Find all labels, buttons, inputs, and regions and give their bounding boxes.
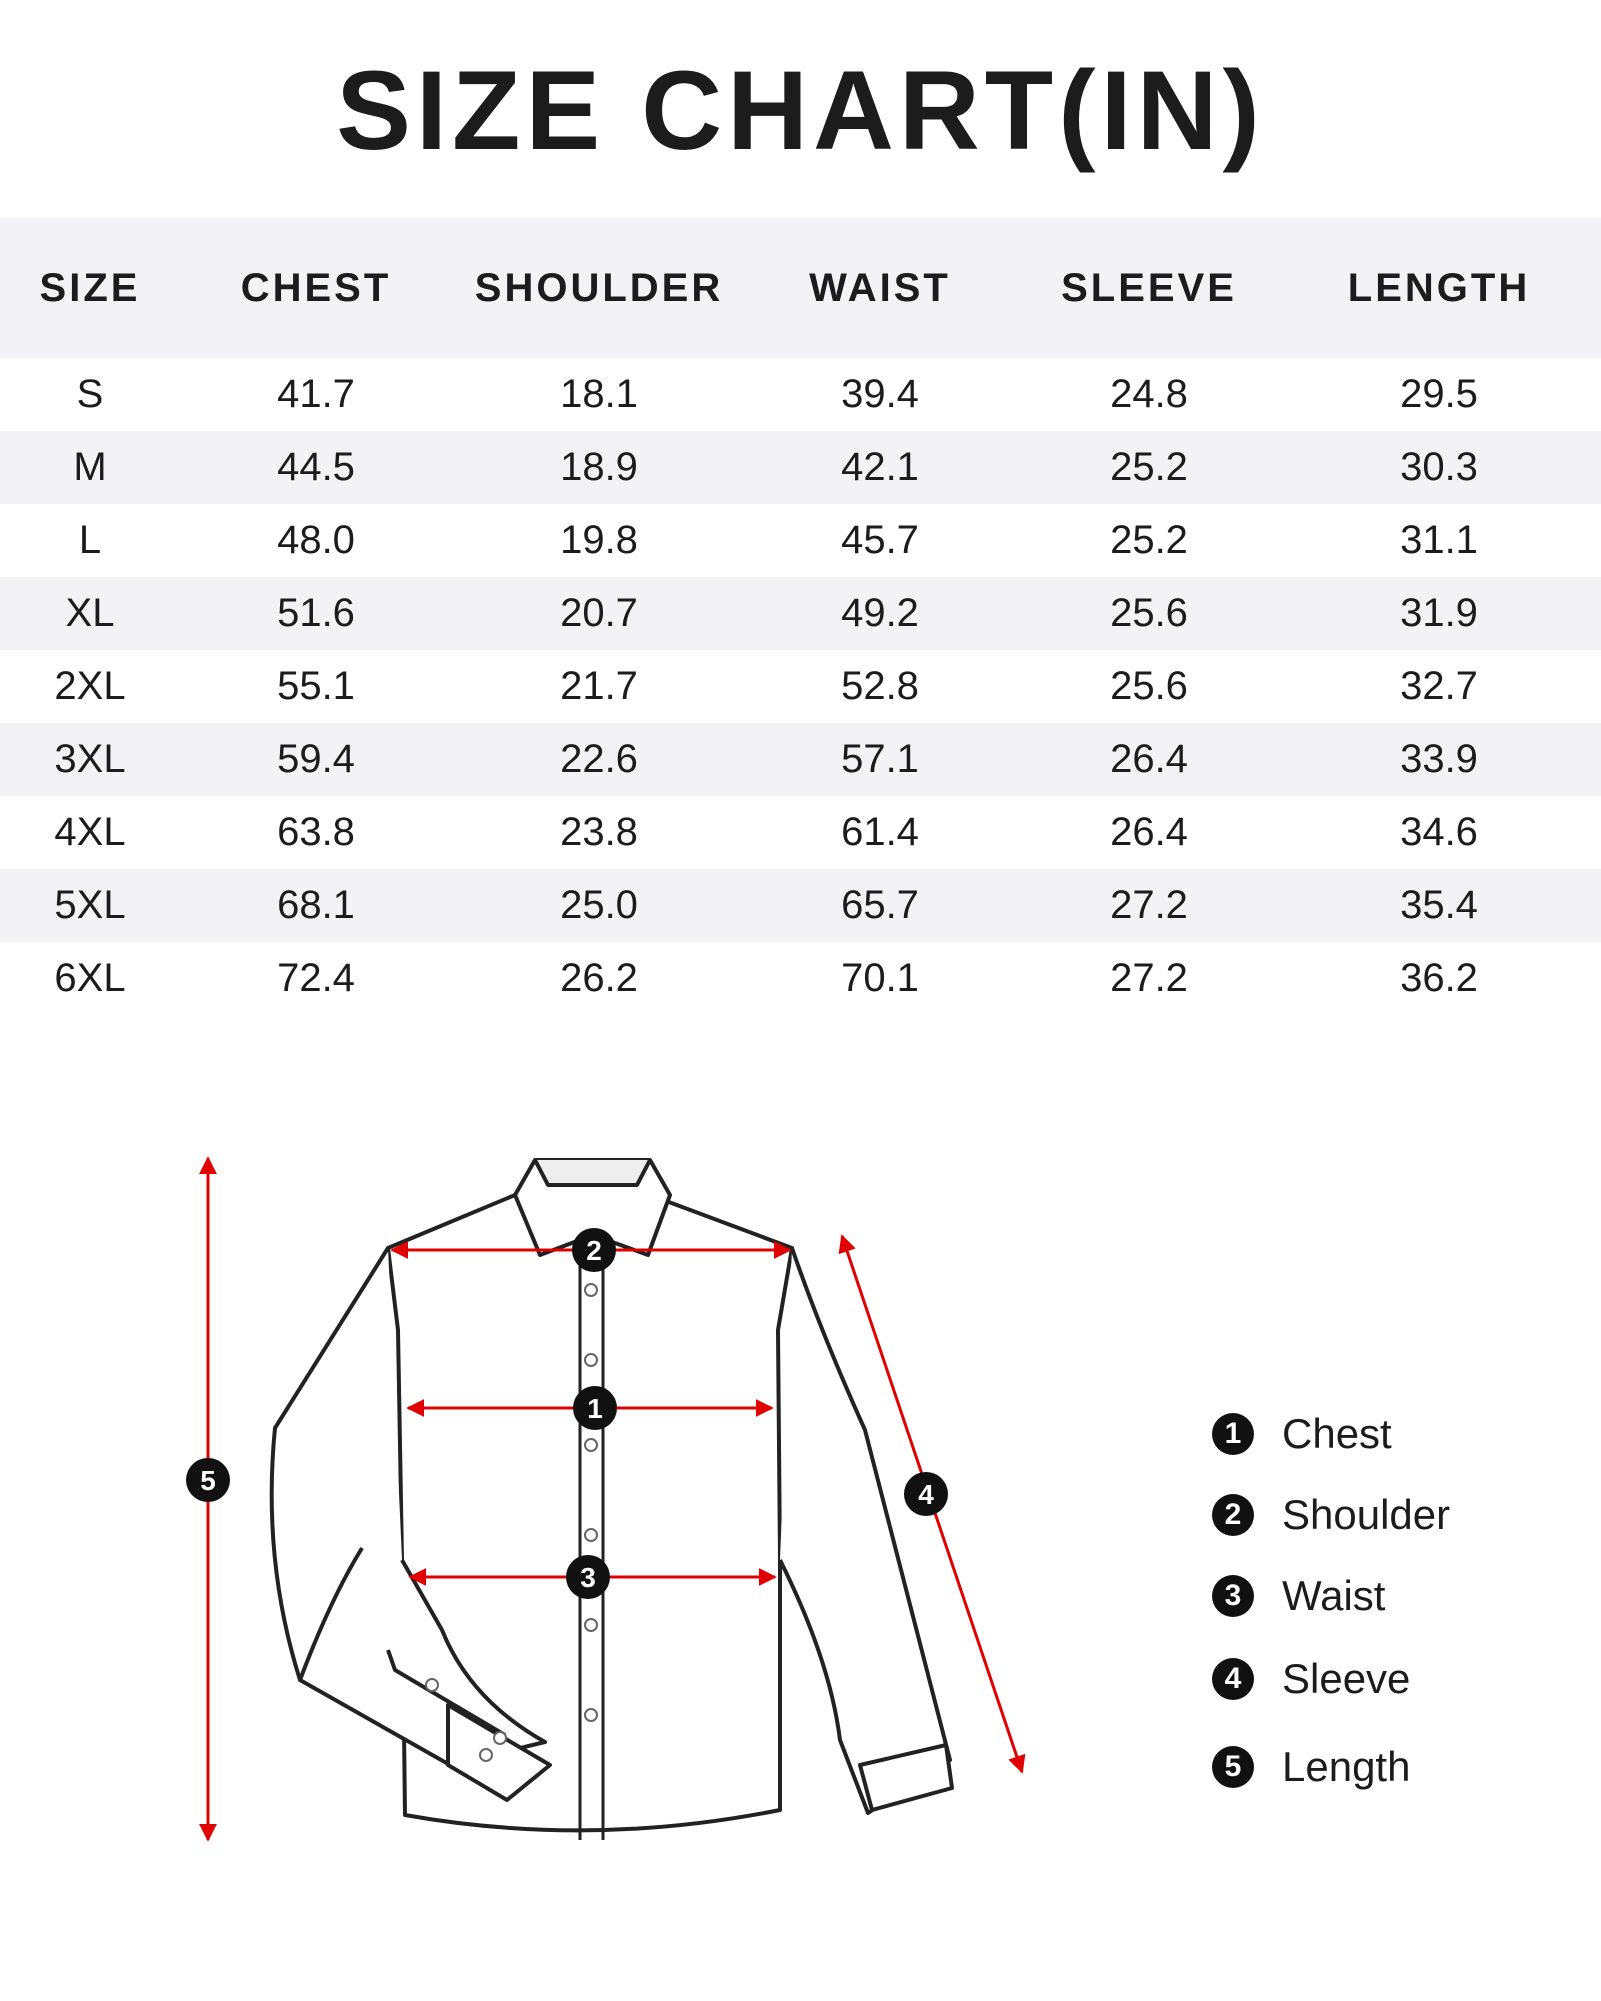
cell-size: 4XL (54, 810, 126, 854)
table-row (0, 577, 1601, 650)
cell-length: 32.7 (1400, 664, 1478, 708)
cell-length: 29.5 (1400, 372, 1478, 416)
cell-sleeve: 25.6 (1110, 664, 1188, 708)
cell-waist: 65.7 (841, 883, 919, 927)
svg-text:2: 2 (586, 1235, 602, 1266)
cell-waist: 42.1 (841, 445, 919, 489)
size-table (0, 218, 1601, 1015)
header-length: LENGTH (1347, 265, 1531, 310)
cell-length: 34.6 (1400, 810, 1478, 854)
cell-length: 31.9 (1400, 591, 1478, 635)
legend-number: 3 (1212, 1575, 1254, 1617)
cell-sleeve: 25.2 (1110, 518, 1188, 562)
table-row (0, 796, 1601, 869)
cell-length: 31.1 (1400, 518, 1478, 562)
legend-number: 5 (1212, 1746, 1254, 1788)
cell-shoulder: 20.7 (560, 591, 638, 635)
cell-waist: 49.2 (841, 591, 919, 635)
cell-waist: 57.1 (841, 737, 919, 781)
header-waist: WAIST (809, 265, 951, 310)
cell-sleeve: 26.4 (1110, 737, 1188, 781)
marker-1 (573, 1386, 617, 1430)
cell-chest: 68.1 (277, 883, 355, 927)
svg-text:3: 3 (580, 1562, 596, 1593)
legend-item-waist (1212, 1572, 1385, 1620)
cell-chest: 63.8 (277, 810, 355, 854)
cell-sleeve: 26.4 (1110, 810, 1188, 854)
table-row (0, 504, 1601, 577)
cell-length: 35.4 (1400, 883, 1478, 927)
cell-sleeve: 25.6 (1110, 591, 1188, 635)
legend-item-length (1212, 1743, 1410, 1791)
table-row (0, 869, 1601, 942)
table-row (0, 358, 1601, 431)
cell-length: 36.2 (1400, 956, 1478, 1000)
cell-shoulder: 18.1 (560, 372, 638, 416)
legend-item-chest (1212, 1410, 1392, 1458)
table-row (0, 723, 1601, 796)
page-title: SIZE CHART(IN) (336, 48, 1265, 173)
cell-shoulder: 21.7 (560, 664, 638, 708)
header-sleeve: SLEEVE (1061, 265, 1237, 310)
cell-chest: 72.4 (277, 956, 355, 1000)
legend-label: Chest (1282, 1410, 1392, 1457)
table-body (0, 358, 1601, 1015)
cell-shoulder: 19.8 (560, 518, 638, 562)
cell-sleeve: 27.2 (1110, 883, 1188, 927)
cell-shoulder: 26.2 (560, 956, 638, 1000)
cell-chest: 59.4 (277, 737, 355, 781)
cell-size: 2XL (54, 664, 126, 708)
header-chest: CHEST (240, 265, 392, 310)
table-row (0, 942, 1601, 1015)
cell-sleeve: 27.2 (1110, 956, 1188, 1000)
table-header (0, 218, 1601, 358)
legend-label: Sleeve (1282, 1655, 1411, 1702)
cell-chest: 55.1 (277, 664, 355, 708)
cell-waist: 39.4 (841, 372, 919, 416)
cell-length: 33.9 (1400, 737, 1478, 781)
header-shoulder: SHOULDER (474, 265, 724, 310)
cell-sleeve: 24.8 (1110, 372, 1188, 416)
legend-item-shoulder (1212, 1491, 1450, 1539)
cell-chest: 51.6 (277, 591, 355, 635)
cell-chest: 41.7 (277, 372, 355, 416)
cell-size: M (73, 445, 107, 489)
cell-shoulder: 23.8 (560, 810, 638, 854)
cell-shoulder: 18.9 (560, 445, 638, 489)
legend-number: 1 (1212, 1413, 1254, 1455)
legend-label: Shoulder (1282, 1491, 1451, 1538)
cell-size: 5XL (54, 883, 126, 927)
legend-label: Waist (1282, 1572, 1386, 1619)
svg-text:5: 5 (200, 1465, 216, 1496)
shirt-diagram (0, 1100, 1601, 1980)
svg-text:4: 4 (918, 1479, 934, 1510)
cell-waist: 45.7 (841, 518, 919, 562)
cell-size: 6XL (54, 956, 126, 1000)
marker-5 (186, 1458, 230, 1502)
marker-3 (566, 1555, 610, 1599)
legend-number: 2 (1212, 1494, 1254, 1536)
legend-item-sleeve (1212, 1655, 1410, 1703)
cell-shoulder: 25.0 (560, 883, 638, 927)
marker-4 (904, 1472, 948, 1516)
cell-waist: 52.8 (841, 664, 919, 708)
cell-size: 3XL (54, 737, 126, 781)
legend-label: Length (1282, 1743, 1411, 1790)
legend-number: 4 (1212, 1658, 1254, 1700)
marker-2 (572, 1228, 616, 1272)
table-row (0, 650, 1601, 723)
cell-waist: 70.1 (841, 956, 919, 1000)
cell-waist: 61.4 (841, 810, 919, 854)
cell-chest: 48.0 (277, 518, 355, 562)
cell-length: 30.3 (1400, 445, 1478, 489)
cell-sleeve: 25.2 (1110, 445, 1188, 489)
cell-shoulder: 22.6 (560, 737, 638, 781)
cell-chest: 44.5 (277, 445, 355, 489)
cell-size: L (78, 518, 102, 562)
svg-text:1: 1 (587, 1393, 603, 1424)
cell-size: S (76, 372, 104, 416)
header-size: SIZE (39, 265, 141, 310)
table-row (0, 431, 1601, 504)
cell-size: XL (65, 591, 115, 635)
